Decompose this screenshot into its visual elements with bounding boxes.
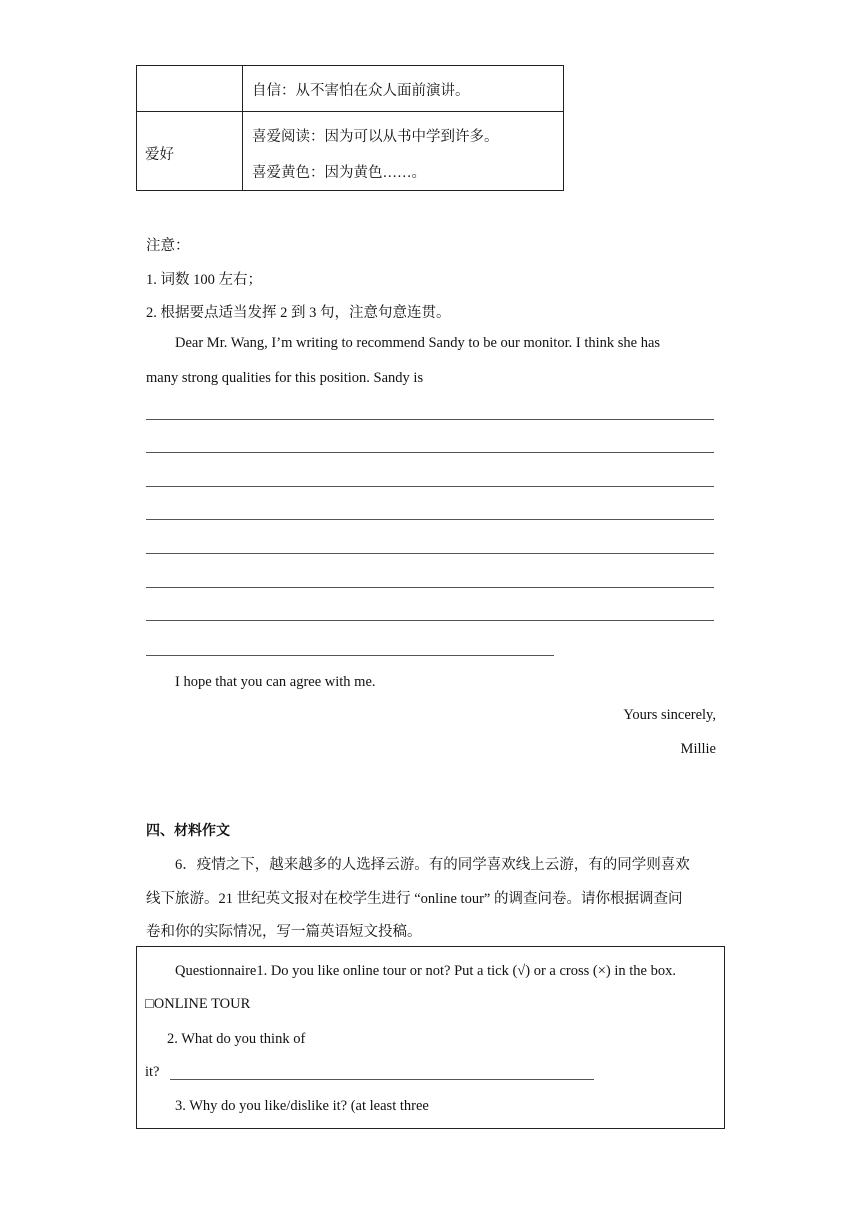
answer-line[interactable] (146, 587, 714, 588)
notes-item-2: 2. 根据要点适当发挥 2 到 3 句，注意句意连贯。 (146, 305, 451, 321)
section4-heading: 四、材料作文 (146, 823, 230, 839)
questionnaire-answer-line[interactable] (170, 1079, 594, 1080)
answer-line[interactable] (146, 519, 714, 520)
traits-table (136, 65, 564, 191)
table-row2-content-line2: 喜爱黄色：因为黄色……。 (252, 165, 426, 181)
letter-signature: Millie (680, 741, 716, 757)
letter-closing: I hope that you can agree with me. (175, 674, 376, 690)
answer-line[interactable] (146, 452, 714, 453)
table-column-divider (242, 66, 243, 190)
questionnaire-line4-prefix: it? (145, 1064, 160, 1080)
notes-item-1: 1. 词数 100 左右； (146, 272, 262, 288)
letter-opening-line2: many strong qualities for this position. Sandy is (146, 370, 424, 386)
section4-question-line1: 6．疫情之下，越来越多的人选择云游。有的同学喜欢线上云游，有的同学则喜欢 (175, 857, 690, 873)
table-row-divider (137, 111, 563, 112)
letter-sign-off: Yours sincerely, (623, 707, 716, 723)
questionnaire-box (136, 946, 725, 1129)
section4-question-line3: 卷和你的实际情况，写一篇英语短文投稿。 (146, 924, 422, 940)
answer-line-short[interactable] (146, 655, 554, 656)
table-row1-content: 自信：从不害怕在众人面前演讲。 (252, 83, 470, 99)
section4-question-line2: 线下旅游。21 世纪英文报对在校学生进行 “online tour” 的调查问卷。请你根据调查问 (146, 891, 683, 907)
questionnaire-line5: 3. Why do you like/dislike it? (at least three (175, 1098, 429, 1114)
answer-line[interactable] (146, 553, 714, 554)
notes-heading: 注意： (146, 238, 190, 254)
questionnaire-online-tour-checkbox[interactable]: □ONLINE TOUR (145, 996, 251, 1012)
answer-line[interactable] (146, 486, 714, 487)
letter-opening-line1: Dear Mr. Wang, I’m writing to recommend Sandy to be our monitor. I think she has (175, 335, 661, 351)
answer-line[interactable] (146, 419, 714, 420)
table-row2-label: 爱好 (145, 147, 174, 163)
table-row2-content-line1: 喜爱阅读：因为可以从书中学到许多。 (252, 129, 499, 145)
questionnaire-line1: Questionnaire1. Do you like online tour or not? Put a tick (√) or a cross (×) in the box. (175, 963, 676, 979)
answer-line[interactable] (146, 620, 714, 621)
questionnaire-line3: 2. What do you think of (167, 1031, 306, 1047)
